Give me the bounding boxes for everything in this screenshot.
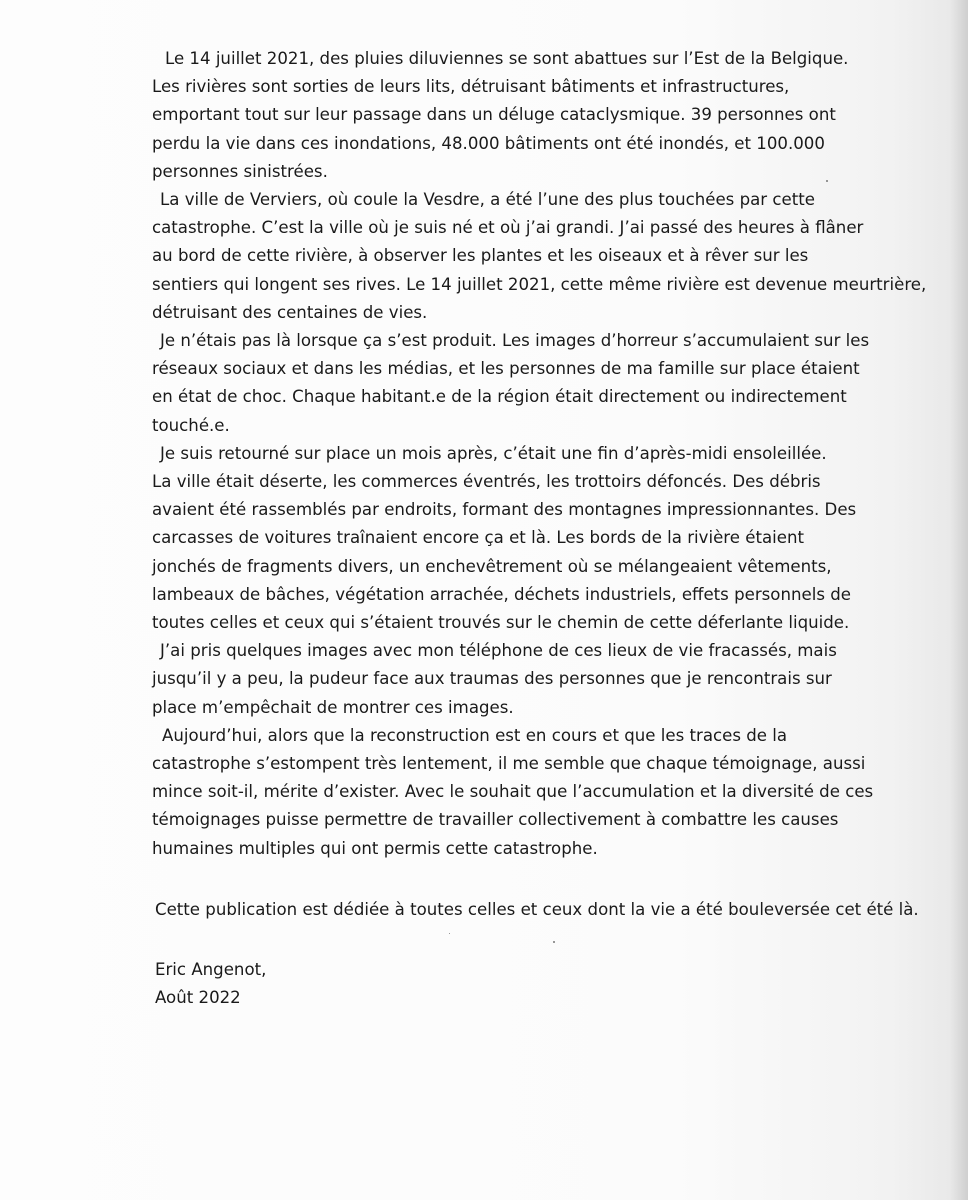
text-line: témoignages puisse permettre de travailler collectivement à combattre les causes — [152, 810, 839, 830]
paragraph-1 — [152, 45, 912, 186]
text-line: touché.e. — [152, 415, 230, 435]
scan-speck — [826, 180, 828, 182]
page-edge-shadow — [950, 0, 968, 1200]
paragraph-2 — [152, 186, 927, 327]
text-line: jusqu’il y a peu, la pudeur face aux traumas des personnes que je rencontrais sur — [152, 669, 832, 689]
text-line: J’ai pris quelques images avec mon téléphone de ces lieux de vie fracassés, mais — [160, 641, 837, 661]
text-line: catastrophe. C’est la ville où je suis né et où j’ai grandi. J’ai passé des heures à flâner — [152, 218, 864, 238]
text-line: mince soit-il, mérite d’exister. Avec le souhait que l’accumulation et la diversité de ces — [152, 782, 874, 802]
text-line: personnes sinistrées. — [152, 161, 328, 181]
scan-speck — [449, 933, 450, 934]
signature — [155, 956, 266, 1012]
text-line: catastrophe s’estompent très lentement, il me semble que chaque témoignage, aussi — [152, 754, 866, 774]
paragraph-3 — [152, 327, 912, 440]
text-line: toutes celles et ceux qui s’étaient trouvés sur le chemin de cette déferlante liquide. — [152, 613, 850, 633]
text-line: avaient été rassemblés par endroits, formant des montagnes impressionnantes. Des — [152, 500, 857, 520]
text-line: Les rivières sont sorties de leurs lits, détruisant bâtiments et infrastructures, — [152, 77, 790, 97]
text-line: jonchés de fragments divers, un enchevêtrement où se mélangeaient vêtements, — [152, 556, 832, 576]
signature-author: Eric Angenot, — [155, 960, 267, 979]
dedication: Cette publication est dédiée à toutes celles et ceux dont la vie a été bouleversée cet été là. — [155, 900, 919, 919]
body-text — [152, 45, 927, 863]
text-line: réseaux sociaux et dans les médias, et les personnes de ma famille sur place étaient — [152, 359, 860, 379]
signature-date: Août 2022 — [155, 988, 241, 1007]
scan-speck — [553, 941, 555, 943]
text-line: perdu la vie dans ces inondations, 48.000 bâtiments ont été inondés, et 100.000 — [152, 133, 825, 153]
text-line: emportant tout sur leur passage dans un déluge cataclysmique. 39 personnes ont — [152, 105, 836, 125]
text-line: carcasses de voitures traînaient encore ça et là. Les bords de la rivière étaient — [152, 528, 804, 548]
text-line: Aujourd’hui, alors que la reconstruction est en cours et que les traces de la — [162, 725, 788, 745]
text-line: Je suis retourné sur place un mois après, c’était une fin d’après-midi ensoleillée. — [160, 443, 827, 463]
text-line: La ville de Verviers, où coule la Vesdre, a été l’une des plus touchées par cette — [160, 190, 815, 210]
text-line: humaines multiples qui ont permis cette catastrophe. — [152, 838, 598, 858]
text-line: Je n’étais pas là lorsque ça s’est produit. Les images d’horreur s’accumulaient sur les — [160, 331, 870, 351]
text-line: Le 14 juillet 2021, des pluies diluviennes se sont abattues sur l’Est de la Belgique. — [165, 49, 849, 68]
text-line: lambeaux de bâches, végétation arrachée, déchets industriels, effets personnels de — [152, 584, 851, 604]
text-line: La ville était déserte, les commerces éventrés, les trottoirs défoncés. Des débris — [152, 472, 821, 492]
paragraph-6 — [152, 722, 912, 863]
paragraph-5 — [152, 637, 912, 722]
text-line: au bord de cette rivière, à observer les plantes et les oiseaux et à rêver sur les — [152, 246, 809, 266]
text-line: sentiers qui longent ses rives. Le 14 juillet 2021, cette même rivière est devenue meurtrière, — [152, 274, 927, 294]
text-line: place m’empêchait de montrer ces images. — [152, 697, 514, 717]
text-line: détruisant des centaines de vies. — [152, 302, 428, 322]
paragraph-4 — [152, 440, 912, 637]
text-line: en état de choc. Chaque habitant.e de la région était directement ou indirectement — [152, 387, 847, 407]
